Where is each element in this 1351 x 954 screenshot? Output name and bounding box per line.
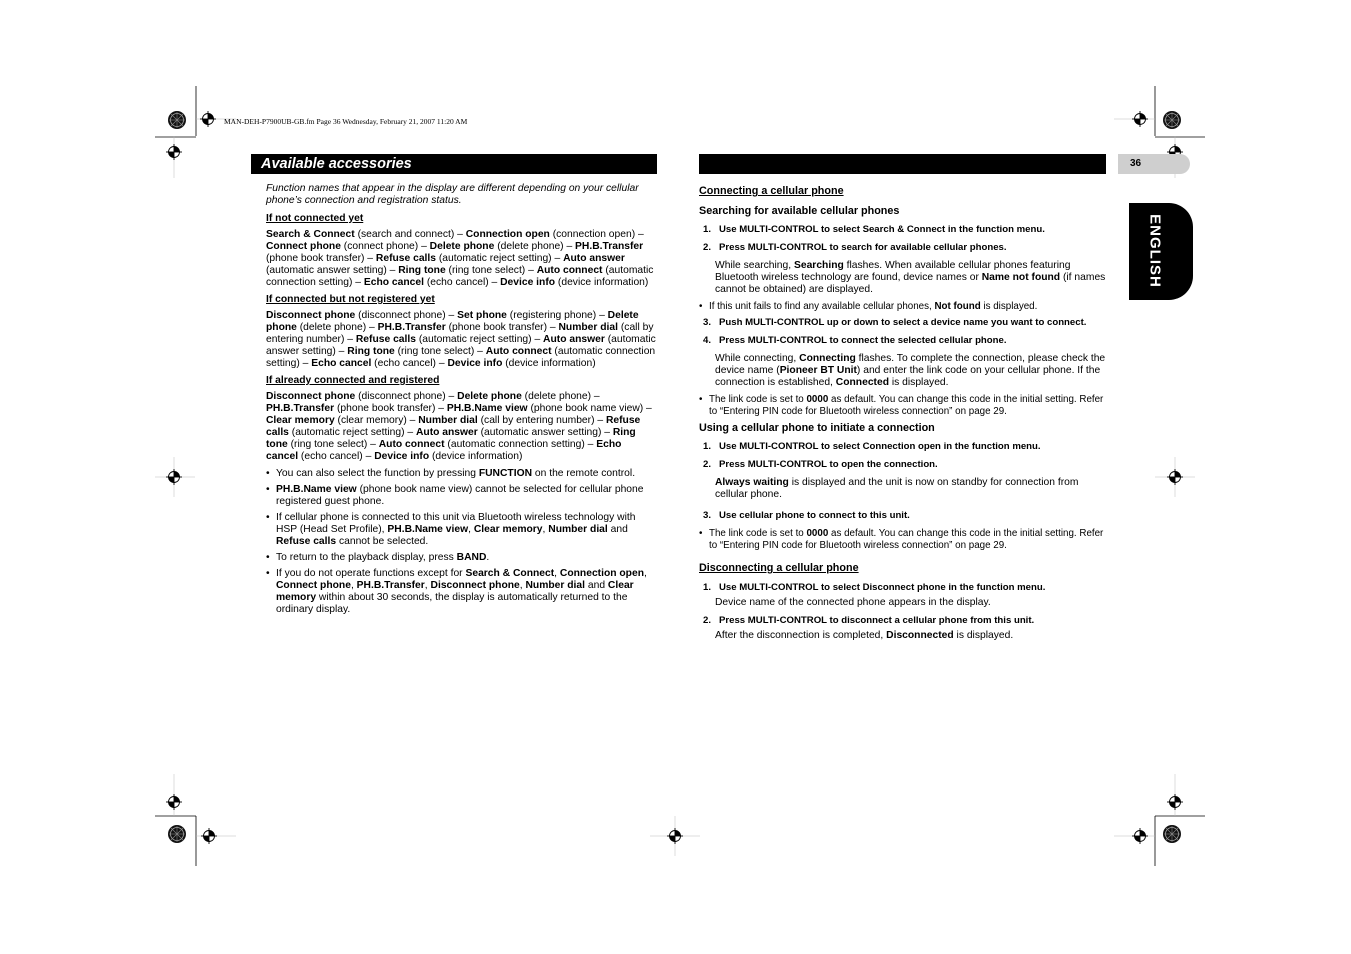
step-note: • The link code is set to 0000 as default. You can change this code in the initial setting. Refer to “Entering PIN code for Bluetooth wireless connection” on page 29. (699, 528, 1107, 552)
note-item: • If cellular phone is connected to this unit via Bluetooth wireless technology with HSP (Head Set Profile), PH.B.Name view, Clear memory, Number dial and Refuse calls cannot be selected. (266, 512, 656, 548)
step-item: 2. Press MULTI-CONTROL to disconnect a cellular phone from this unit. (703, 615, 1035, 626)
notes-list (266, 468, 656, 616)
heading-initiate-connection: Using a cellular phone to initiate a connection (699, 422, 935, 434)
step-item: 2. Press MULTI-CONTROL to open the connection. (703, 459, 938, 470)
left-column (266, 183, 656, 620)
file-header-line: MAN-DEH-P7900UB-GB.fm Page 36 Wednesday, February 21, 2007 11:20 AM (224, 117, 468, 126)
step-item: 4. Press MULTI-CONTROL to connect the selected cellular phone. (703, 335, 1007, 346)
function-list-connected-registered: Disconnect phone (disconnect phone) – Delete phone (delete phone) – PH.B.Transfer (phone book transfer) – PH.B.Name view (phone book name view) – Clear memory (clear memory) – Number dial (call by entering number) – Refuse calls (automatic reject setting) – Auto answer (automatic answer setting) – Ring tone (ring tone select) – Auto connect (automatic connection setting) – Echo cancel (echo cancel) – Device info (device information) (266, 391, 652, 462)
step-item: 1. Use MULTI-CONTROL to select Disconnect phone in the function menu. (703, 582, 1046, 593)
page-number-tab (1118, 154, 1190, 174)
step-note: • The link code is set to 0000 as default. You can change this code in the initial setting. Refer to “Entering PIN code for Bluetooth wireless connection” on page 29. (699, 394, 1107, 418)
step-description: Always waiting is displayed and the unit is now on standby for connection from cellular phone. (715, 477, 1079, 500)
section-title-bar (251, 154, 657, 174)
subheading-connected-registered: If already connected and registered (266, 375, 440, 386)
step-description: While connecting, Connecting flashes. To complete the connection, please check the device name (Pioneer BT Unit) and enter the link code on your cellular phone. If the connection is established, Connected is displayed. (715, 353, 1106, 388)
intro-text: Function names that appear in the display are different depending on your cellular phone’s connection and registration status. (266, 183, 639, 206)
heading-disconnecting: Disconnecting a cellular phone (699, 562, 859, 574)
step-item: 1. Use MULTI-CONTROL to select Search & Connect in the function menu. (703, 224, 1045, 235)
step-note: • If this unit fails to find any available cellular phones, Not found is displayed. (699, 301, 1107, 313)
note-item: • If you do not operate functions except for Search & Connect, Connection open, Connect phone, PH.B.Transfer, Disconnect phone, Number dial and Clear memory within about 30 seconds, the display is automatically returned to the ordinary display. (266, 568, 656, 616)
step-item: 1. Use MULTI-CONTROL to select Connection open in the function menu. (703, 441, 1041, 452)
function-list-not-registered: Disconnect phone (disconnect phone) – Set phone (registering phone) – Delete phone (delete phone) – PH.B.Transfer (phone book transfer) – Number dial (call by entering number) – Refuse calls (automatic reject setting) – Auto answer (automatic answer setting) – Ring tone (ring tone select) – Auto connect (automatic connection setting) – Echo cancel (echo cancel) – Device info (device information) (266, 310, 656, 369)
language-side-tab (1129, 203, 1193, 300)
subheading-not-registered: If connected but not registered yet (266, 294, 435, 305)
subheading-not-connected: If not connected yet (266, 213, 364, 224)
step-item: 2. Press MULTI-CONTROL to search for available cellular phones. (703, 242, 1007, 253)
page-title: Available accessories (261, 156, 412, 172)
note-item: • You can also select the function by pressing FUNCTION on the remote control. (266, 468, 656, 480)
language-label: ENGLISH (1146, 214, 1164, 288)
page-number: 36 (1130, 158, 1142, 169)
step-description: Device name of the connected phone appears in the display. (715, 597, 991, 608)
step-item: 3. Use cellular phone to connect to this unit. (703, 510, 910, 521)
note-item: • PH.B.Name view (phone book name view) cannot be selected for cellular phone registered guest phone. (266, 484, 656, 508)
heading-connecting: Connecting a cellular phone (699, 185, 844, 197)
step-item: 3. Push MULTI-CONTROL up or down to select a device name you want to connect. (703, 317, 1087, 328)
note-item: • To return to the playback display, press BAND. (266, 552, 656, 564)
heading-searching: Searching for available cellular phones (699, 205, 900, 217)
step-description: After the disconnection is completed, Disconnected is displayed. (715, 630, 1014, 641)
function-list-not-connected: Search & Connect (search and connect) – Connection open (connection open) – Connect phone (connect phone) – Delete phone (delete phone) – PH.B.Transfer (phone book transfer) – Refuse calls (automatic reject setting) – Auto answer (automatic answer setting) – Ring tone (ring tone select) – Auto connect (automatic connection setting) – Echo cancel (echo cancel) – Device info (device information) (266, 229, 654, 288)
right-column (699, 183, 1107, 647)
step-description: While searching, Searching flashes. When available cellular phones featuring Bluetooth wireless technology are found, device names or Name not found (if names cannot be obtained) are displayed. (715, 260, 1106, 295)
right-header-bar (699, 154, 1106, 174)
